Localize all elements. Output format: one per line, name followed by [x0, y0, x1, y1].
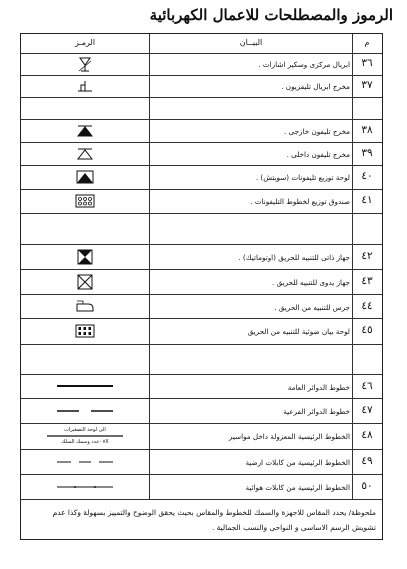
row-desc: مخرج ابريال تليفزيون . — [281, 82, 350, 91]
underground-cable-line-icon — [21, 451, 149, 472]
row-num: ٤٣ — [361, 275, 373, 287]
page-title: الرموز والمصطلحات للاعمال الكهربائية — [149, 6, 393, 24]
row-desc: لوحة توزيع تليفونات (سويتش) . — [255, 173, 350, 182]
row-desc: جرس للتنبيه من الحريق . — [274, 303, 350, 312]
row-num: ٤٧ — [361, 404, 373, 416]
row-num: ٤١ — [361, 194, 373, 206]
row-desc: الخطوط الرئيسية من كابلات هوائية — [245, 483, 350, 492]
table-row — [21, 269, 382, 295]
conduit-mains-symbol — [21, 425, 149, 447]
table-row — [21, 244, 382, 270]
row-num: ٥٠ — [361, 480, 373, 492]
row-desc: الخطوط الرئيسية المعزولة داخل مواسير — [228, 432, 350, 441]
table-row — [21, 189, 382, 214]
central-antenna-icon — [21, 54, 149, 74]
internal-phone-outlet-icon — [21, 144, 149, 164]
sym48-label-top: الى لوحة التصغيرات — [64, 427, 106, 433]
row-desc: لوحة بيان ضوئية للتنبيه من الحريق — [247, 327, 350, 336]
table-row — [21, 75, 382, 98]
spacer-row — [21, 97, 382, 120]
table-row — [21, 294, 382, 319]
branch-circuit-line-icon — [21, 400, 149, 421]
spacer-row — [21, 213, 382, 245]
row-num: ٤٩ — [361, 455, 373, 467]
table-row — [21, 318, 382, 345]
row-num: ٣٨ — [361, 124, 373, 136]
note-text: ملحوظة/ يحدد المقاس للاجهزة والسمك للخطوط والمقاس بحيث يحقق الوضوح والتمييز بسهولة وكذا عدم تشويش الرسم الاساسى و النواحى والنسب الجمالية . — [52, 508, 376, 532]
table-row — [21, 374, 382, 399]
row-num: ٣٦ — [361, 57, 373, 69]
row-desc: الخطوط الرئيسية من كابلات ارضية — [245, 458, 350, 467]
symbols-table — [20, 33, 383, 540]
row-desc: مخرج تليفون داخلى . — [286, 150, 350, 159]
overhead-cable-line-icon — [21, 476, 149, 497]
header-sym: الرمـز — [74, 38, 96, 47]
row-num: ٣٩ — [361, 147, 373, 159]
row-desc: مخرج تليفون خارجى . — [284, 127, 350, 136]
main-circuit-line-icon — [21, 376, 149, 396]
spacer-row — [21, 344, 382, 375]
row-num: ٤٤ — [361, 300, 373, 312]
row-num: ٤٦ — [361, 380, 373, 392]
automatic-fire-detector-icon — [21, 246, 149, 267]
fire-indicator-panel-icon — [21, 321, 149, 341]
manual-fire-alarm-icon — [21, 271, 149, 292]
table-row — [21, 142, 382, 166]
row-desc: خطوط الدوائر العامة — [287, 383, 350, 392]
table-row — [21, 165, 382, 190]
row-desc: صندوق توزيع لخطوط التليفونات . — [250, 197, 350, 206]
phone-switchboard-icon — [21, 167, 149, 187]
sym48-label-bottom: ٧X -عدد وسمك السلك — [61, 439, 109, 445]
table-row — [21, 398, 382, 424]
header-desc: البيــان — [239, 38, 263, 47]
header-num: م — [364, 38, 370, 47]
table-row — [21, 449, 382, 475]
row-desc: جهاز ذاتى للتنبيه للحريق (اوتوماتيك) . — [238, 253, 350, 262]
table-row — [21, 474, 382, 500]
fire-bell-icon — [21, 296, 149, 316]
table-row — [21, 53, 382, 76]
note-section — [21, 499, 382, 539]
row-desc: خطوط الدوائر الفرعية — [283, 407, 350, 416]
external-phone-outlet-icon — [21, 121, 149, 141]
row-num: ٤٠ — [361, 170, 373, 182]
tv-outlet-icon — [21, 76, 149, 96]
row-desc: جهاز يدوى للتنبيه للحريق . — [272, 278, 350, 287]
row-num: ٣٧ — [361, 79, 373, 91]
table-header — [21, 34, 382, 54]
row-num: ٤٥ — [361, 324, 373, 336]
table-row — [21, 423, 382, 450]
row-num: ٤٨ — [361, 429, 373, 441]
column-divider — [149, 34, 150, 499]
row-desc: ابريال مركزى وسكير اشارات . — [258, 60, 350, 69]
row-num: ٤٢ — [361, 250, 373, 262]
table-row — [21, 119, 382, 143]
column-divider — [352, 34, 353, 499]
phone-distribution-box-icon — [21, 191, 149, 211]
